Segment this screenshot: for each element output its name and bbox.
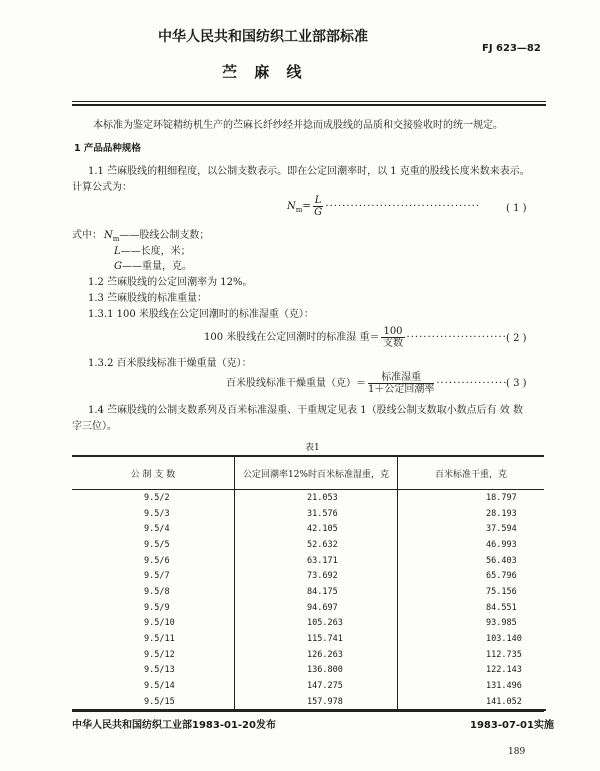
table-row bbox=[72, 600, 544, 616]
cell-dry: 122.143 bbox=[486, 665, 522, 676]
equation-2 bbox=[204, 326, 507, 349]
where-symbol: L bbox=[114, 246, 121, 257]
para-1-2: 1.2 苎麻股线的公定回潮率为 12%。 bbox=[88, 277, 253, 288]
table-row bbox=[72, 506, 544, 522]
eq3-number: ( 3 ) bbox=[506, 378, 527, 389]
cell-wet: 21.053 bbox=[235, 490, 398, 506]
eq1-leader: ····································· bbox=[325, 201, 481, 212]
effective-date: 1983-07-01实施 bbox=[470, 720, 554, 731]
intro-paragraph: 本标准为鉴定环锭精纺机生产的苎麻长纤纱经并捻而成股线的品质和交接验收时的统一规定。 bbox=[93, 120, 503, 131]
table-row bbox=[72, 537, 544, 553]
table-row bbox=[72, 553, 544, 569]
col-header-count: 公 制 支 数 bbox=[72, 456, 235, 490]
cell-dry: 37.594 bbox=[486, 524, 517, 535]
where-symbol: N bbox=[104, 230, 113, 241]
cell-wet: 157.978 bbox=[235, 694, 398, 711]
eq2-leader: ························ bbox=[406, 332, 507, 343]
where-item-nm bbox=[104, 226, 209, 243]
eq3-denominator: 1＋公定回潮率 bbox=[368, 384, 435, 395]
where-symbol: G bbox=[114, 261, 122, 272]
cell-wet: 94.697 bbox=[235, 600, 398, 616]
table-row bbox=[72, 521, 544, 537]
cell-count: 9.5/3 bbox=[144, 508, 170, 519]
cell-dry: 28.193 bbox=[486, 508, 517, 519]
para-1-4: 1.4 苎麻股线的公制支数系列及百米标准湿重、干重规定见表 1（股线公制支数取小数点后有 效 数 bbox=[88, 405, 523, 416]
cell-count: 9.5/10 bbox=[144, 618, 175, 629]
count-table bbox=[72, 455, 544, 712]
document-title: 苎 麻 线 bbox=[222, 63, 308, 81]
cell-count: 9.5/12 bbox=[144, 649, 175, 660]
section-heading: 1 产品品种规格 bbox=[74, 143, 141, 154]
where-desc: ——重量，克。 bbox=[122, 261, 192, 272]
eq3-fraction bbox=[368, 372, 434, 395]
cell-wet: 147.275 bbox=[235, 678, 398, 694]
table-row bbox=[72, 490, 544, 506]
cell-dry: 93.985 bbox=[486, 618, 517, 629]
cell-dry: 84.551 bbox=[486, 602, 517, 613]
para-1-1: 1.1 苎麻股线的粗细程度，以公制支数表示。即在公定回潮率时，以 1 克重的股线长度米数来表示。 bbox=[88, 166, 530, 177]
cell-count: 9.5/8 bbox=[144, 586, 170, 597]
where-desc: ——股线公制支数； bbox=[119, 230, 210, 241]
table-row bbox=[72, 678, 544, 694]
eq3-lhs: 百米股线标准干燥重量（克）＝ bbox=[226, 378, 366, 389]
header-rule-bottom bbox=[72, 104, 546, 106]
table-row bbox=[72, 647, 544, 663]
eq3-numerator: 标准湿重 bbox=[368, 372, 434, 384]
where-label: 式中： bbox=[72, 230, 102, 241]
eq1-number: ( 1 ) bbox=[506, 203, 527, 214]
cell-wet: 105.263 bbox=[235, 616, 398, 632]
equation-3 bbox=[226, 372, 507, 395]
issuing-authority: 中华人民共和国纺织工业部部标准 bbox=[158, 29, 368, 45]
eq3-leader: ················· bbox=[436, 378, 508, 389]
para-1-1-cont: 计算公式为： bbox=[72, 182, 132, 193]
eq1-denominator: G bbox=[314, 207, 323, 218]
cell-dry: 65.796 bbox=[486, 571, 517, 582]
para-1-3-1: 1.3.1 100 米股线在公定回潮时的标准湿重（克）： bbox=[88, 309, 314, 320]
para-1-4-cont: 字三位）。 bbox=[72, 421, 117, 432]
table-row bbox=[72, 584, 544, 600]
cell-dry: 103.140 bbox=[486, 634, 522, 645]
cell-count: 9.5/7 bbox=[144, 571, 170, 582]
para-1-3: 1.3 苎麻股线的标准重量： bbox=[88, 293, 208, 304]
standard-code: FJ 623—82 bbox=[482, 43, 541, 54]
table-caption: 表1 bbox=[305, 443, 320, 453]
equation-1 bbox=[287, 195, 480, 218]
where-subscript: m bbox=[112, 235, 120, 243]
cell-dry: 75.156 bbox=[486, 586, 517, 597]
cell-wet: 115.741 bbox=[235, 631, 398, 647]
cell-count: 9.5/13 bbox=[144, 665, 175, 676]
table-row bbox=[72, 663, 544, 679]
cell-wet: 63.171 bbox=[235, 553, 398, 569]
cell-dry: 141.052 bbox=[398, 694, 545, 711]
cell-count: 9.5/14 bbox=[144, 681, 175, 692]
table-row bbox=[72, 616, 544, 632]
cell-dry: 46.993 bbox=[486, 539, 517, 550]
cell-dry: 112.735 bbox=[486, 649, 522, 660]
para-1-3-2: 1.3.2 百米股线标准干燥重量（克）： bbox=[88, 358, 252, 369]
cell-dry: 131.496 bbox=[486, 681, 522, 692]
cell-count: 9.5/5 bbox=[144, 539, 170, 550]
table-row bbox=[72, 631, 544, 647]
eq1-numerator: L bbox=[314, 195, 322, 206]
eq2-lhs: 100 米股线在公定回潮时的标准湿 重＝ bbox=[204, 332, 380, 343]
cell-count: 9.5/11 bbox=[144, 634, 175, 645]
col-header-dry-weight: 百米标准干重，克 bbox=[398, 456, 545, 490]
where-item-g bbox=[114, 257, 192, 272]
cell-wet: 84.175 bbox=[235, 584, 398, 600]
eq1-symbol: N bbox=[287, 201, 296, 212]
cell-count: 9.5/15 bbox=[72, 694, 235, 711]
cell-dry: 56.403 bbox=[486, 555, 517, 566]
header-rule-top bbox=[72, 101, 546, 102]
eq2-denominator: 支数 bbox=[383, 338, 403, 349]
cell-dry: 18.797 bbox=[486, 492, 517, 503]
cell-wet: 52.632 bbox=[235, 537, 398, 553]
eq1-equals: = bbox=[302, 201, 311, 212]
where-item-l bbox=[114, 242, 191, 257]
table-row bbox=[72, 568, 544, 584]
cell-wet: 31.576 bbox=[235, 506, 398, 522]
eq2-number: ( 2 ) bbox=[506, 333, 527, 344]
eq1-fraction bbox=[313, 195, 324, 218]
issue-date: 中华人民共和国纺织工业部1983-01-20发布 bbox=[72, 720, 276, 731]
eq2-numerator: 100 bbox=[383, 326, 403, 337]
cell-count: 9.5/2 bbox=[144, 492, 170, 503]
cell-wet: 73.692 bbox=[235, 568, 398, 584]
footer-rule bbox=[72, 709, 546, 711]
cell-count: 9.5/9 bbox=[144, 602, 170, 613]
cell-count: 9.5/4 bbox=[144, 524, 170, 535]
cell-wet: 42.105 bbox=[235, 521, 398, 537]
col-header-wet-weight: 公定回潮率12%时百米标准湿重，克 bbox=[235, 456, 398, 490]
eq2-fraction bbox=[381, 326, 404, 349]
cell-wet: 126.263 bbox=[235, 647, 398, 663]
table-header-row bbox=[72, 456, 544, 490]
eq1-subscript: m bbox=[295, 206, 303, 214]
where-desc: ——长度，米； bbox=[120, 246, 191, 257]
cell-count: 9.5/6 bbox=[144, 555, 170, 566]
cell-wet: 136.800 bbox=[235, 663, 398, 679]
page-number: 189 bbox=[508, 747, 526, 757]
